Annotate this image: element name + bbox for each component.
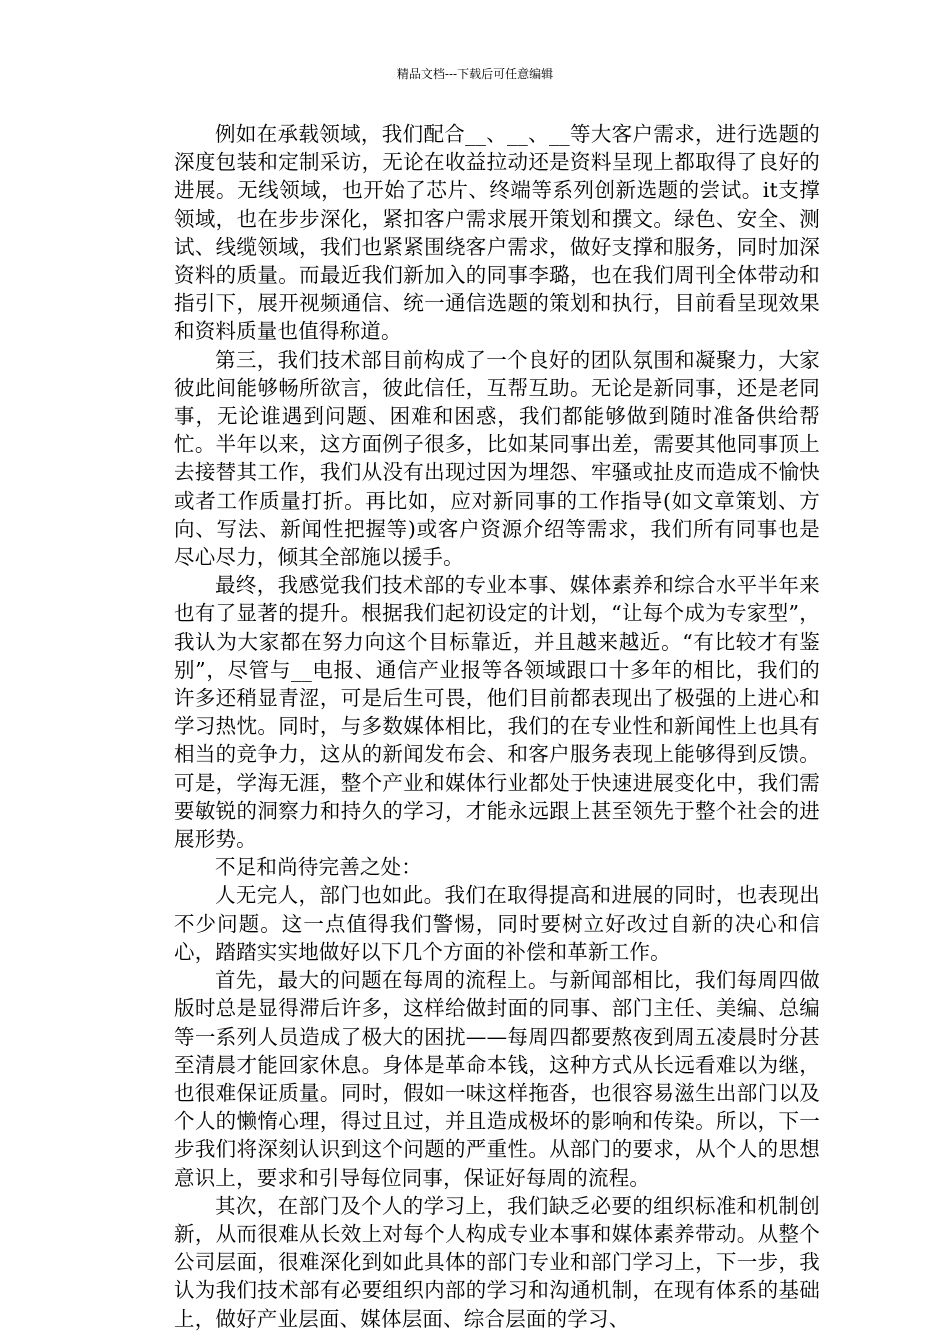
paragraph-1: 例如在承载领域，我们配合__、__、__等大客户需求，进行选题的深度包装和定制采访，无论在收益拉动还是资料呈现上都取得了良好的进展。无线领域，也开始了芯片、终端等系列创新选题的尝试。it支撑领域，也在步步深化，紧扣客户需求展开策划和撰文。绿色、安全、测试、线缆领域，我们也紧紧围绕客户需求，做好支撑和服务，同时加深资料的质量。而最近我们新加入的同事李璐，也在我们周刊全体带动和指引下，展开视频通信、统一通信选题的策划和执行，目前看呈现效果和资料质量也值得称道。	[174, 122, 820, 344]
document-body	[174, 120, 820, 1333]
paragraph-3: 最终，我感觉我们技术部的专业本事、媒体素养和综合水平半年来也有了显著的提升。根据我们起初设定的计划，“让每个成为专家型”，我认为大家都在努力向这个目标靠近，并且越来越近。“有比较才有鉴别”，尽管与__电报、通信产业报等各领域跟口十多年的相比，我们的许多还稍显青涩，可是后生可畏，他们目前都表现出了极强的上进心和学习热忱。同时，与多数媒体相比，我们的在专业性和新闻性上也具有相当的竞争力，这从的新闻发布会、和客户服务表现上能够得到反馈。可是，学海无涯，整个产业和媒体行业都处于快速进展变化中，我们需要敏锐的洞察力和持久的学习，才能永远跟上甚至领先于整个社会的进展形势。	[174, 573, 820, 852]
paragraph-6: 首先，最大的问题在每周的流程上。与新闻部相比，我们每周四做版时总是显得滞后许多，这样给做封面的同事、部门主任、美编、总编等一系列人员造成了极大的困扰——每周四都要熬夜到周五凌晨时分甚至清晨才能回家休息。身体是革命本钱，这种方式从长远看难以为继，也很难保证质量。同时，假如一味这样拖沓，也很容易滋生出部门以及个人的懒惰心理，得过且过，并且造成极坏的影响和传染。所以，下一步我们将深刻认识到这个问题的严重性。从部门的要求，从个人的思想意识上，要求和引导每位同事，保证好每周的流程。	[174, 968, 820, 1190]
paragraph-2: 第三，我们技术部目前构成了一个良好的团队氛围和凝聚力，大家彼此间能够畅所欲言，彼此信任，互帮互助。无论是新同事，还是老同事，无论谁遇到问题、困难和困惑，我们都能够做到随时准备供给帮忙。半年以来，这方面例子很多，比如某同事出差，需要其他同事顶上去接替其工作，我们从没有出现过因为埋怨、牢骚或扯皮而造成不愉快或者工作质量打折。再比如，应对新同事的工作指导(如文章策划、方向、写法、新闻性把握等)或客户资源介绍等需求，我们所有同事也是尽心尽力，倾其全部施以援手。	[174, 347, 820, 570]
paragraph-5: 人无完人，部门也如此。我们在取得提高和进展的同时，也表现出不少问题。这一点值得我们警惕，同时要树立好改过自新的决心和信心，踏踏实实地做好以下几个方面的补偿和革新工作。	[174, 883, 820, 964]
paragraph-4-section-heading: 不足和尚待完善之处：	[215, 855, 422, 880]
paragraph-7: 其次，在部门及个人的学习上，我们缺乏必要的组织标准和机制创新，从而很难从长效上对每个人构成专业本事和媒体素养带动。从整个公司层面，很难深化到如此具体的部门专业和部门学习上，下一步，我认为我们技术部有必要组织内部的学习和沟通机制，在现有体系的基础上，做好产业层面、媒体层面、综合层面的学习、	[174, 1193, 820, 1331]
page-header: 精品文档---下载后可任意编辑	[396, 67, 554, 81]
